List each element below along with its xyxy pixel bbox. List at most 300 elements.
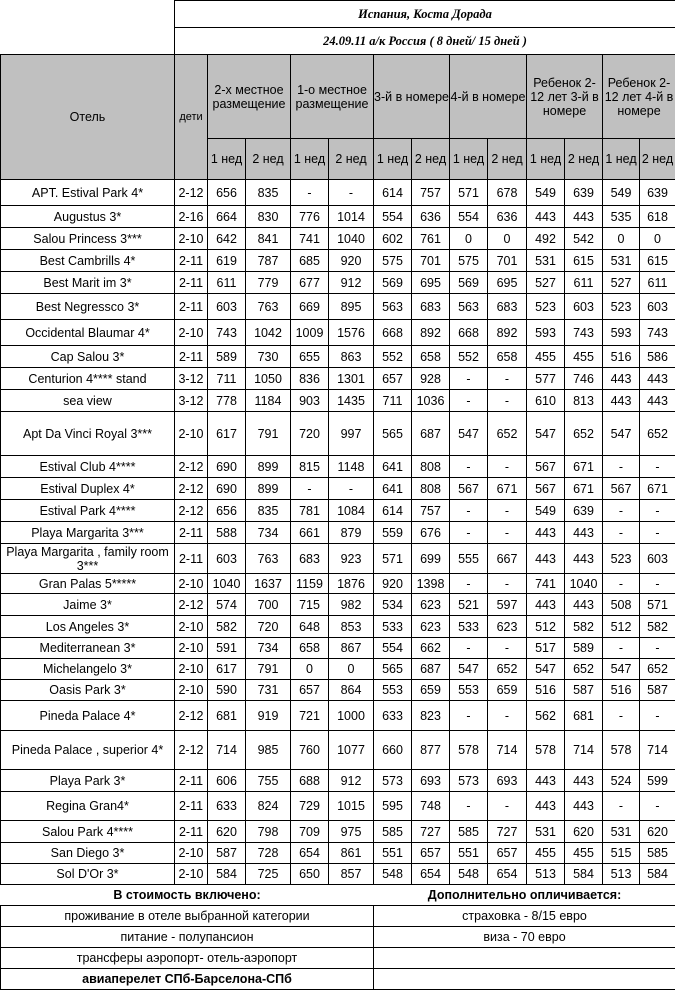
price-cell: 1876 [329, 574, 374, 594]
price-cell: 617 [208, 659, 246, 680]
price-cell: 654 [488, 864, 527, 885]
price-cell: 720 [246, 616, 291, 638]
price-cell: 920 [374, 574, 412, 594]
price-cell: 565 [374, 412, 412, 456]
price-cell: 617 [208, 412, 246, 456]
price-cell: 711 [208, 368, 246, 390]
price-cell: 443 [527, 770, 565, 792]
price-cell: 1015 [329, 792, 374, 821]
price-cell: - [488, 638, 527, 659]
header-week-5: 2 нед [412, 139, 450, 180]
hotel-name: Sol D'Or 3* [1, 864, 175, 885]
price-cell: 552 [450, 346, 488, 368]
price-cell: 590 [208, 680, 246, 701]
table-row [1, 770, 675, 792]
hotel-name: Estival Park 4**** [1, 500, 175, 522]
price-cell: 623 [412, 594, 450, 616]
hotel-name: Playa Park 3* [1, 770, 175, 792]
table-row [1, 346, 675, 368]
price-cell: 455 [565, 346, 603, 368]
price-cell: 895 [329, 294, 374, 320]
price-cell: - [603, 574, 640, 594]
kids-age: 2-12 [175, 456, 208, 478]
hotel-name: Augustus 3* [1, 206, 175, 228]
price-cell: 743 [208, 320, 246, 346]
price-cell: 841 [246, 228, 291, 250]
price-cell: 903 [291, 390, 329, 412]
price-cell: 562 [527, 701, 565, 731]
price-cell: 899 [246, 456, 291, 478]
price-cell: - [450, 456, 488, 478]
kids-age: 2-11 [175, 544, 208, 574]
price-cell: 614 [374, 500, 412, 522]
price-cell: 443 [527, 544, 565, 574]
price-cell: 658 [412, 346, 450, 368]
kids-age: 2-10 [175, 320, 208, 346]
price-cell: - [640, 638, 675, 659]
price-cell: - [640, 522, 675, 544]
price-cell: 760 [291, 731, 329, 770]
price-cell: 912 [329, 272, 374, 294]
price-cell: 727 [488, 821, 527, 843]
price-cell: 867 [329, 638, 374, 659]
kids-age: 3-12 [175, 390, 208, 412]
price-cell: 443 [565, 770, 603, 792]
table-row [1, 390, 675, 412]
price-cell: 727 [412, 821, 450, 843]
price-cell: 813 [565, 390, 603, 412]
hotel-name: Best Marit im 3* [1, 272, 175, 294]
price-cell: 443 [640, 390, 675, 412]
price-cell: 551 [374, 843, 412, 864]
price-cell: 603 [208, 544, 246, 574]
price-cell: 610 [527, 390, 565, 412]
price-cell: 1148 [329, 456, 374, 478]
price-cell: 515 [603, 843, 640, 864]
price-cell: 589 [208, 346, 246, 368]
price-cell: 715 [291, 594, 329, 616]
price-cell: 997 [329, 412, 374, 456]
extra-title: Дополнительно опличивается: [374, 885, 675, 906]
price-cell: 652 [488, 412, 527, 456]
price-cell: 569 [450, 272, 488, 294]
price-cell: 639 [565, 500, 603, 522]
price-cell: 1637 [246, 574, 291, 594]
price-cell: 633 [374, 701, 412, 731]
price-cell: 455 [527, 346, 565, 368]
price-cell: 714 [208, 731, 246, 770]
hotel-name: Best Cambrills 4* [1, 250, 175, 272]
price-cell: 815 [291, 456, 329, 478]
extra-item: виза - 70 евро [374, 927, 675, 948]
price-cell: 575 [450, 250, 488, 272]
price-cell: 781 [291, 500, 329, 522]
price-cell: 567 [527, 456, 565, 478]
price-cell: 729 [291, 792, 329, 821]
table-row [1, 843, 675, 864]
hotel-name: Cap Salou 3* [1, 346, 175, 368]
price-cell: 571 [450, 180, 488, 206]
table-row [1, 478, 675, 500]
price-cell: 975 [329, 821, 374, 843]
included-item: трансферы аэропорт- отель-аэропорт [1, 948, 374, 969]
hotel-name: Occidental Blaumar 4* [1, 320, 175, 346]
price-cell: 443 [603, 390, 640, 412]
price-cell: - [640, 574, 675, 594]
hotel-name: San Diego 3* [1, 843, 175, 864]
price-cell: 548 [374, 864, 412, 885]
price-cell: 982 [329, 594, 374, 616]
kids-age: 2-11 [175, 821, 208, 843]
price-cell: 614 [374, 180, 412, 206]
price-cell: 741 [291, 228, 329, 250]
price-cell: 553 [450, 680, 488, 701]
price-cell: - [450, 792, 488, 821]
kids-age: 2-11 [175, 522, 208, 544]
price-cell: 1398 [412, 574, 450, 594]
price-cell: 668 [374, 320, 412, 346]
price-cell: 606 [208, 770, 246, 792]
price-cell: 443 [527, 522, 565, 544]
price-cell: 1184 [246, 390, 291, 412]
price-cell: 0 [603, 228, 640, 250]
price-cell: 798 [246, 821, 291, 843]
table-row [1, 456, 675, 478]
header-week-3: 2 нед [329, 139, 374, 180]
price-cell: 567 [603, 478, 640, 500]
price-cell: - [450, 368, 488, 390]
price-cell: 654 [412, 864, 450, 885]
price-cell: 656 [208, 180, 246, 206]
price-cell: 563 [450, 294, 488, 320]
price-cell: 923 [329, 544, 374, 574]
price-cell: 584 [208, 864, 246, 885]
price-cell: - [450, 390, 488, 412]
price-cell: 711 [374, 390, 412, 412]
table-row [1, 638, 675, 659]
price-cell: 531 [603, 250, 640, 272]
hotel-name: Pineda Palace , superior 4* [1, 731, 175, 770]
table-row [1, 701, 675, 731]
price-cell: 534 [374, 594, 412, 616]
price-cell: 611 [208, 272, 246, 294]
price-cell: 554 [374, 638, 412, 659]
price-cell: 928 [412, 368, 450, 390]
kids-age: 2-12 [175, 594, 208, 616]
price-cell: - [329, 180, 374, 206]
price-cell: 603 [208, 294, 246, 320]
kids-age: 2-11 [175, 792, 208, 821]
price-cell: - [640, 456, 675, 478]
price-cell: 623 [412, 616, 450, 638]
price-cell: 524 [603, 770, 640, 792]
price-cell: 547 [450, 412, 488, 456]
price-cell: 554 [450, 206, 488, 228]
price-cell: - [488, 456, 527, 478]
price-cell: 595 [374, 792, 412, 821]
price-cell: 748 [412, 792, 450, 821]
price-cell: 652 [640, 412, 675, 456]
price-cell: 523 [603, 544, 640, 574]
price-cell: 599 [640, 770, 675, 792]
header-group-child-fourth: Ребенок 2-12 лет 4-й в номере [603, 55, 675, 139]
price-cell: 656 [208, 500, 246, 522]
price-cell: 516 [603, 680, 640, 701]
hotel-name: Los Angeles 3* [1, 616, 175, 638]
hotel-name: Apt Da Vinci Royal 3*** [1, 412, 175, 456]
price-cell: 571 [374, 544, 412, 574]
price-cell: 554 [374, 206, 412, 228]
price-cell: 755 [246, 770, 291, 792]
sheet-subtitle: 24.09.11 а/к Россия ( 8 дней/ 15 дней ) [175, 28, 675, 55]
kids-age: 3-12 [175, 368, 208, 390]
price-cell: 1159 [291, 574, 329, 594]
price-cell: - [488, 792, 527, 821]
kids-age: 2-10 [175, 574, 208, 594]
price-cell: 615 [640, 250, 675, 272]
hotel-name: Best Negressco 3* [1, 294, 175, 320]
price-cell: 779 [246, 272, 291, 294]
price-cell: 824 [246, 792, 291, 821]
price-cell: 1050 [246, 368, 291, 390]
price-cell: 669 [291, 294, 329, 320]
price-cell: 1040 [208, 574, 246, 594]
hotel-name: Playa Margarita 3*** [1, 522, 175, 544]
price-cell: 734 [246, 638, 291, 659]
price-cell: 593 [527, 320, 565, 346]
price-cell: 584 [565, 864, 603, 885]
header-week-2: 1 нед [291, 139, 329, 180]
price-cell: 985 [246, 731, 291, 770]
price-cell: 582 [208, 616, 246, 638]
price-cell: 641 [374, 478, 412, 500]
price-cell: 853 [329, 616, 374, 638]
price-cell: 547 [527, 412, 565, 456]
header-week-0: 1 нед [208, 139, 246, 180]
price-cell: 455 [565, 843, 603, 864]
price-cell: 1077 [329, 731, 374, 770]
table-row [1, 412, 675, 456]
price-cell: 1036 [412, 390, 450, 412]
price-cell: - [450, 638, 488, 659]
price-cell: 603 [640, 544, 675, 574]
price-cell: 443 [565, 544, 603, 574]
header-week-9: 2 нед [565, 139, 603, 180]
price-cell: 757 [412, 180, 450, 206]
price-cell: 1000 [329, 701, 374, 731]
price-cell: 548 [450, 864, 488, 885]
kids-age: 2-12 [175, 500, 208, 522]
price-cell: 655 [291, 346, 329, 368]
table-row [1, 180, 675, 206]
price-cell: 443 [565, 522, 603, 544]
price-cell: 835 [246, 500, 291, 522]
hotel-name: Mediterranean 3* [1, 638, 175, 659]
table-row [1, 368, 675, 390]
price-cell: 565 [374, 659, 412, 680]
price-cell: 657 [488, 843, 527, 864]
price-cell: 585 [450, 821, 488, 843]
table-row [1, 294, 675, 320]
price-cell: 695 [412, 272, 450, 294]
price-cell: 761 [412, 228, 450, 250]
price-cell: - [450, 500, 488, 522]
kids-age: 2-11 [175, 346, 208, 368]
price-cell: 730 [246, 346, 291, 368]
price-cell: 588 [208, 522, 246, 544]
price-cell: - [291, 478, 329, 500]
price-cell: 695 [488, 272, 527, 294]
price-cell: 642 [208, 228, 246, 250]
price-cell: - [291, 180, 329, 206]
price-cell: 778 [208, 390, 246, 412]
price-cell: - [329, 478, 374, 500]
price-cell: 658 [291, 638, 329, 659]
hotel-name: Oasis Park 3* [1, 680, 175, 701]
price-cell: 920 [329, 250, 374, 272]
price-cell: 443 [565, 594, 603, 616]
price-cell: 763 [246, 294, 291, 320]
header-hotel: Отель [1, 55, 175, 180]
extra-item: страховка - 8/15 евро [374, 906, 675, 927]
price-cell: - [488, 701, 527, 731]
price-cell: 585 [374, 821, 412, 843]
price-cell: - [450, 522, 488, 544]
price-cell: 593 [603, 320, 640, 346]
price-cell: 919 [246, 701, 291, 731]
included-item: авиаперелет СПб-Барселона-СПб [1, 969, 374, 990]
price-cell: 857 [329, 864, 374, 885]
price-cell: 676 [412, 522, 450, 544]
table-row [1, 680, 675, 701]
price-cell: 899 [246, 478, 291, 500]
price-cell: 877 [412, 731, 450, 770]
price-cell: 1576 [329, 320, 374, 346]
price-cell: 714 [565, 731, 603, 770]
price-cell: 728 [246, 843, 291, 864]
price-cell: 619 [208, 250, 246, 272]
price-cell: 700 [246, 594, 291, 616]
price-cell: 547 [603, 412, 640, 456]
price-cell: - [488, 500, 527, 522]
price-cell: 553 [374, 680, 412, 701]
price-cell: - [603, 792, 640, 821]
price-cell: 443 [565, 206, 603, 228]
price-cell: 688 [291, 770, 329, 792]
price-cell: 513 [527, 864, 565, 885]
price-cell: 547 [450, 659, 488, 680]
price-cell: 1009 [291, 320, 329, 346]
price-cell: 620 [565, 821, 603, 843]
price-cell: 587 [208, 843, 246, 864]
hotel-name: sea view [1, 390, 175, 412]
price-cell: 577 [527, 368, 565, 390]
price-cell: 863 [329, 346, 374, 368]
header-group-double: 2-х местное размещение [208, 55, 291, 139]
hotel-name: Gran Palas 5***** [1, 574, 175, 594]
price-cell: - [640, 792, 675, 821]
price-cell: 575 [374, 250, 412, 272]
price-cell: 683 [488, 294, 527, 320]
header-week-10: 1 нед [603, 139, 640, 180]
price-cell: 516 [603, 346, 640, 368]
table-row [1, 544, 675, 574]
price-cell: 618 [640, 206, 675, 228]
kids-age: 2-16 [175, 206, 208, 228]
price-cell: - [640, 701, 675, 731]
price-cell: 603 [640, 294, 675, 320]
price-cell: 578 [527, 731, 565, 770]
price-cell: 791 [246, 412, 291, 456]
price-cell: 567 [527, 478, 565, 500]
price-cell: 578 [603, 731, 640, 770]
price-cell: 743 [565, 320, 603, 346]
price-cell: 687 [412, 412, 450, 456]
price-cell: 547 [527, 659, 565, 680]
price-cell: 586 [640, 346, 675, 368]
price-cell: 823 [412, 701, 450, 731]
price-cell: 892 [488, 320, 527, 346]
price-cell: 533 [450, 616, 488, 638]
price-cell: 516 [527, 680, 565, 701]
price-cell: 690 [208, 456, 246, 478]
table-row [1, 250, 675, 272]
price-cell: 0 [329, 659, 374, 680]
price-cell: 636 [412, 206, 450, 228]
price-cell: 559 [374, 522, 412, 544]
price-cell: - [488, 522, 527, 544]
header-week-8: 1 нед [527, 139, 565, 180]
price-cell: 714 [488, 731, 527, 770]
table-row [1, 864, 675, 885]
price-cell: 683 [412, 294, 450, 320]
price-cell: 443 [565, 792, 603, 821]
price-cell: 658 [488, 346, 527, 368]
price-cell: - [603, 638, 640, 659]
price-cell: 743 [640, 320, 675, 346]
price-cell: 791 [246, 659, 291, 680]
hotel-name: Salou Park 4**** [1, 821, 175, 843]
price-cell: 1014 [329, 206, 374, 228]
price-cell: 1084 [329, 500, 374, 522]
price-cell: 521 [450, 594, 488, 616]
price-cell: 611 [565, 272, 603, 294]
price-cell: 763 [246, 544, 291, 574]
price-cell: 1301 [329, 368, 374, 390]
included-item: проживание в отеле выбранной категории [1, 906, 374, 927]
price-cell: 517 [527, 638, 565, 659]
table-row [1, 574, 675, 594]
price-cell: 582 [640, 616, 675, 638]
price-cell: 492 [527, 228, 565, 250]
price-cell: 585 [640, 843, 675, 864]
price-cell: 527 [527, 272, 565, 294]
price-cell: 584 [640, 864, 675, 885]
kids-age: 2-11 [175, 250, 208, 272]
price-cell: 652 [565, 412, 603, 456]
price-cell: 574 [208, 594, 246, 616]
price-cell: 714 [640, 731, 675, 770]
price-cell: 620 [208, 821, 246, 843]
price-cell: 657 [412, 843, 450, 864]
price-cell: 660 [374, 731, 412, 770]
price-cell: 0 [488, 228, 527, 250]
price-cell: 443 [527, 792, 565, 821]
table-row [1, 821, 675, 843]
price-cell: 523 [603, 294, 640, 320]
price-cell: 443 [640, 368, 675, 390]
price-cell: 443 [527, 206, 565, 228]
